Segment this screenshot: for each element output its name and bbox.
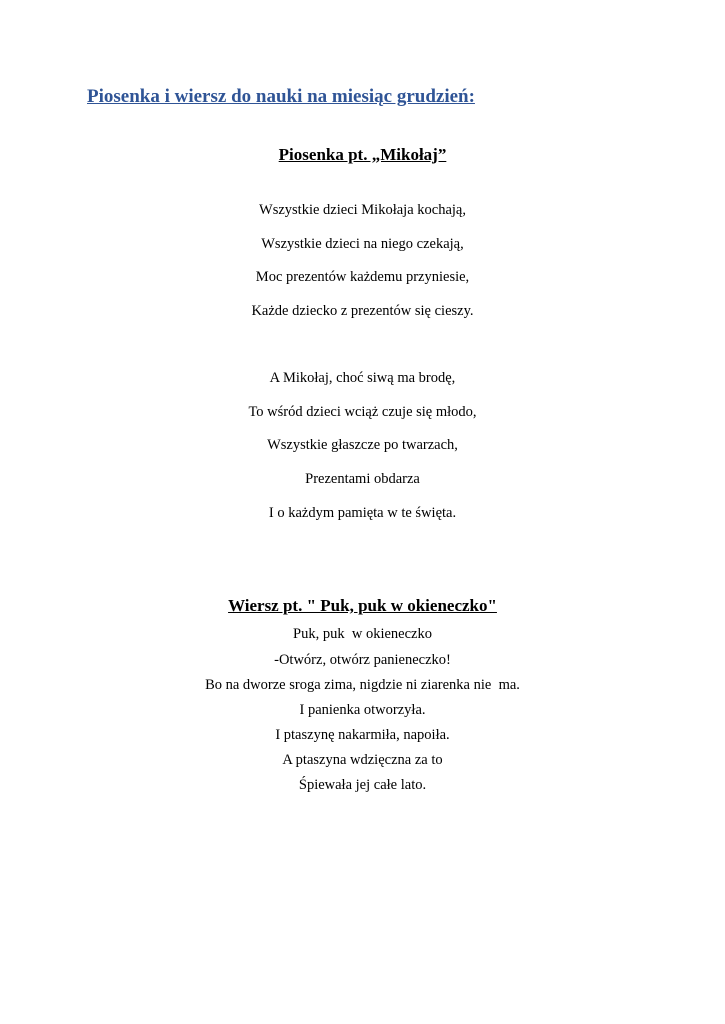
song-line: Wszystkie głaszcze po twarzach, (267, 437, 458, 453)
document-title: Piosenka i wiersz do nauki na miesiąc grudzień: (87, 86, 475, 107)
poem-line: Puk, puk w okieneczko (293, 626, 432, 642)
poem-line: A ptaszyna wdzięczna za to (282, 752, 443, 768)
poem-line: -Otwórz, otwórz panieneczko! (274, 652, 451, 668)
song-line: I o każdym pamięta w te święta. (268, 505, 457, 521)
song-line: A Mikołaj, choć siwą ma brodę, (269, 370, 456, 386)
poem-title: Wiersz pt. " Puk, puk w okieneczko" (228, 596, 497, 615)
song-line: Wszystkie dzieci Mikołaja kochają, (259, 202, 466, 218)
song-line: Prezentami obdarza (305, 471, 420, 487)
song-line: Wszystkie dzieci na niego czekają, (261, 236, 464, 252)
song-title: Piosenka pt. „Mikołaj” (278, 145, 447, 164)
poem-line: Śpiewała jej całe lato. (298, 777, 427, 793)
song-line: Każde dziecko z prezentów się cieszy. (251, 303, 474, 319)
song-line: Moc prezentów każdemu przyniesie, (255, 269, 470, 285)
poem-line: Bo na dworze sroga zima, nigdzie ni ziarenka nie ma. (205, 677, 520, 693)
poem-line: I ptaszynę nakarmiła, napoiła. (275, 727, 450, 743)
song-line: To wśród dzieci wciąż czuje się młodo, (248, 404, 477, 420)
poem-line: I panienka otworzyła. (299, 702, 426, 718)
